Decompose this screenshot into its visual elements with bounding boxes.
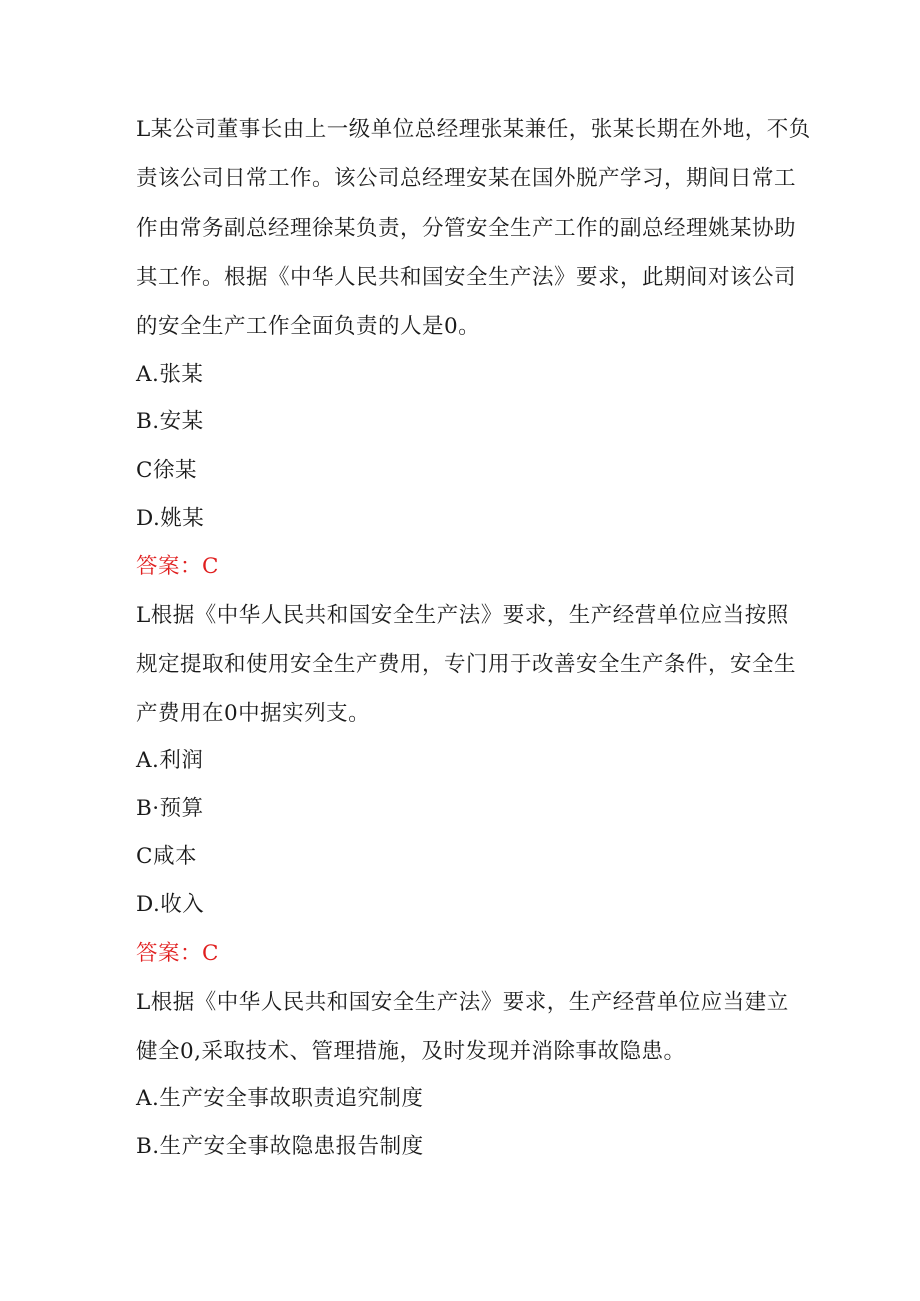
question-1-stem-line-1: L某公司董事长由上一级单位总经理张某兼任，张某长期在外地，不负: [136, 117, 811, 142]
question-2-answer: 答案：C: [136, 941, 219, 966]
question-2-stem-line-1: L根据《中华人民共和国安全生产法》要求，生产经营单位应当按照: [136, 603, 789, 628]
question-2-stem-line-3: 产费用在0中据实列支。: [136, 701, 371, 726]
question-1-option-a: A.张某: [136, 362, 204, 387]
question-1-stem-line-3: 作由常务副总经理徐某负责，分管安全生产工作的副总经理姚某协助: [136, 216, 797, 241]
question-1-option-d: D.姚某: [136, 506, 205, 531]
question-2-option-d: D.收入: [136, 892, 205, 917]
question-1-option-c: C徐某: [136, 458, 197, 483]
question-3-option-b: B.生产安全事故隐患报告制度: [136, 1134, 424, 1159]
question-3-stem-line-1: L根据《中华人民共和国安全生产法》要求，生产经营单位应当建立: [136, 990, 789, 1015]
question-2-option-a: A.利润: [136, 748, 204, 773]
question-3-option-a: A.生产安全事故职责追究制度: [136, 1086, 424, 1111]
question-3-stem-line-2: 健全0,采取技术、管理措施，及时发现并消除事故隐患。: [136, 1039, 686, 1064]
question-1-stem-line-5: 的安全生产工作全面负责的人是0。: [136, 314, 481, 339]
question-1-answer: 答案：C: [136, 554, 219, 579]
question-1-stem-line-4: 其工作。根据《中华人民共和国安全生产法》要求，此期间对该公司: [136, 265, 797, 290]
question-1-stem-line-2: 责该公司日常工作。该公司总经理安某在国外脱产学习，期间日常工: [136, 166, 797, 191]
question-1-option-b: B.安某: [136, 409, 204, 434]
question-2-option-b: B·预算: [136, 796, 204, 821]
question-2-option-c: C咸本: [136, 844, 197, 869]
question-2-stem-line-2: 规定提取和使用安全生产费用，专门用于改善安全生产条件，安全生: [136, 652, 797, 677]
